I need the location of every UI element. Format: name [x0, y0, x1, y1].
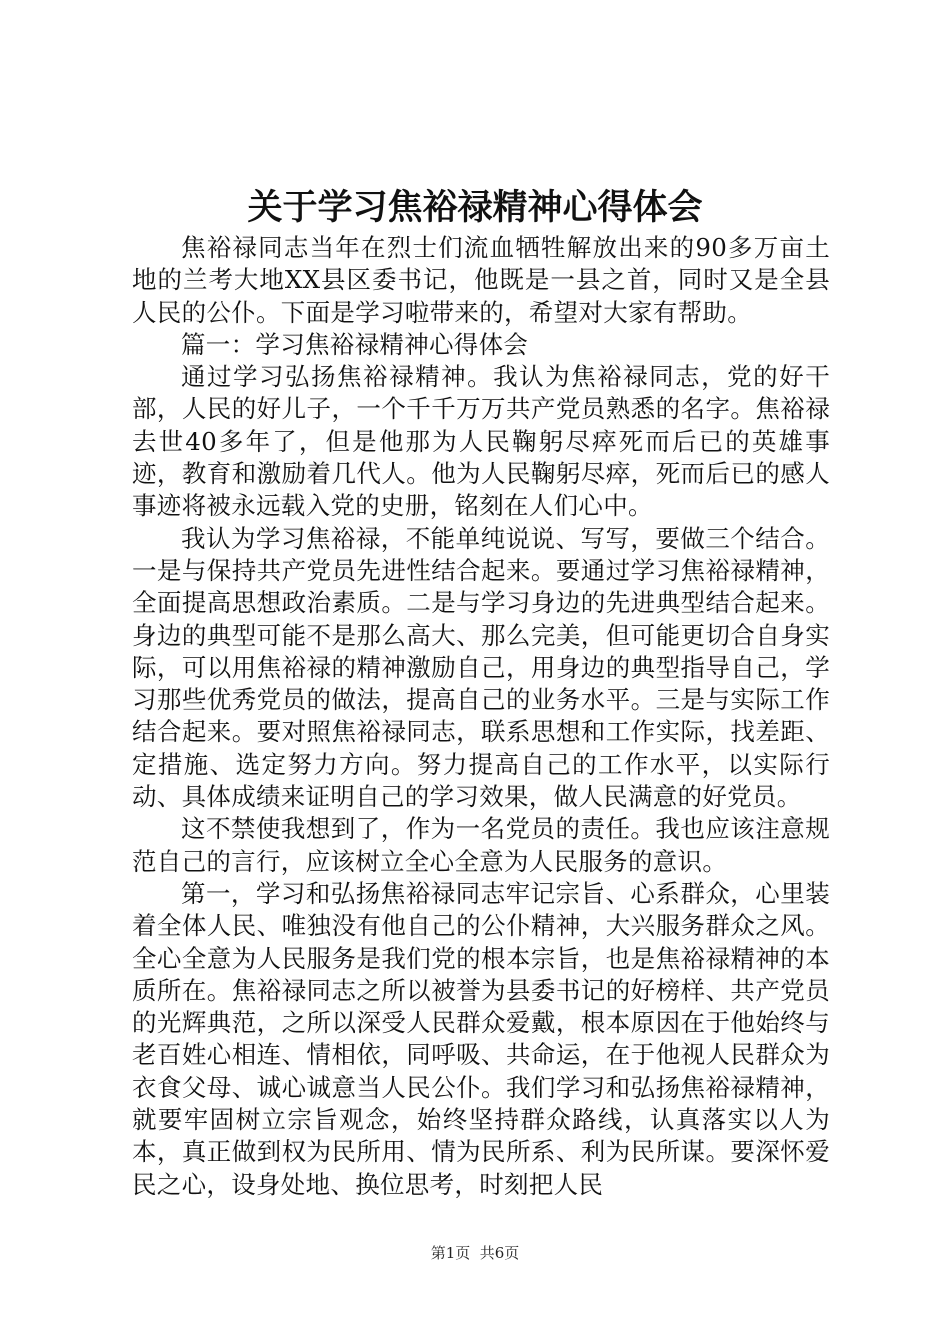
page-number: 第1页 共6页 — [430, 1244, 520, 1262]
paragraph: 第一，学习和弘扬焦裕禄同志牢记宗旨、心系群众，心里装着全体人民、唯独没有他自己的公仆精神，大兴服务群众之风。全心全意为人民服务是我们党的根本宗旨，也是焦裕禄精神的本质所在。焦裕禄同志之所以被誉为县委书记的好榜样、共产党员的光辉典范，之所以深受人民群众爱戴，根本原因在于他始终与老百姓心相连、情相依，同呼吸、共命运，在于他视人民群众为衣食父母、诚心诚意当人民公仆。我们学习和弘扬焦裕禄精神，就要牢固树立宗旨观念，始终坚持群众路线，认真落实以人为本，真正做到权为民所用、情为民所系、利为民所谋。要深怀爱民之心，设身处地、换位思考，时刻把人民 — [132, 878, 830, 1199]
paragraph: 通过学习弘扬焦裕禄精神。我认为焦裕禄同志，党的好干部，人民的好儿子，一个千千万万共产党员熟悉的名字。焦裕禄去世40多年了，但是他那为人民鞠躬尽瘁死而后已的英雄事迹，教育和激励着几代人。他为人民鞠躬尽瘁，死而后已的感人事迹将被永远载入党的史册，铭刻在人们心中。 — [132, 362, 830, 521]
paragraph-intro: 焦裕禄同志当年在烈士们流血牺牲解放出来的90多万亩土地的兰考大地XX县区委书记，他既是一县之首，同时又是全县人民的公仆。下面是学习啦带来的，希望对大家有帮助。 — [132, 233, 830, 327]
document-title: 关于学习焦裕禄精神心得体会 — [247, 187, 703, 228]
section-heading: 篇一：学习焦裕禄精神心得体会 — [181, 329, 529, 359]
paragraph: 这不禁使我想到了，作为一名党员的责任。我也应该注意规范自己的言行，应该树立全心全意为人民服务的意识。 — [132, 814, 830, 876]
paragraph: 我认为学习焦裕禄，不能单纯说说、写写，要做三个结合。一是与保持共产党员先进性结合起来。要通过学习焦裕禄精神，全面提高思想政治素质。二是与学习身边的先进典型结合起来。身边的典型可能不是那么高大、那么完美，但可能更切合自身实际，可以用焦裕禄的精神激励自己，用身边的典型指导自己，学习那些优秀党员的做法，提高自己的业务水平。三是与实际工作结合起来。要对照焦裕禄同志，联系思想和工作实际，找差距、定措施、选定努力方向。努力提高自己的工作水平，以实际行动、具体成绩来证明自己的学习效果，做人民满意的好党员。 — [132, 523, 830, 812]
page-footer — [0, 1243, 950, 1263]
document-body — [132, 232, 830, 1201]
